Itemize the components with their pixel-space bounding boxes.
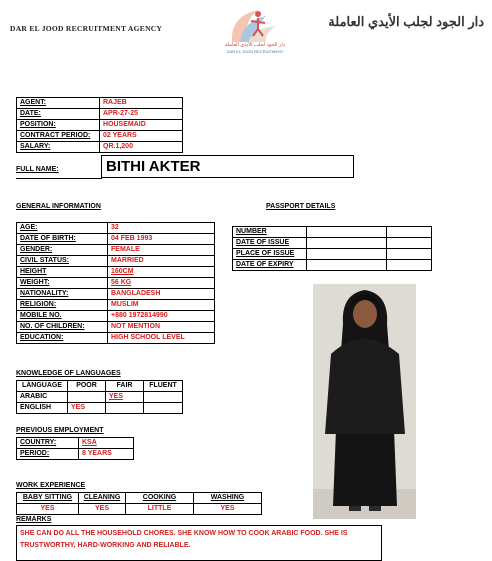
cooking-header: COOKING — [126, 493, 194, 504]
cooking-value: LITTLE — [126, 504, 194, 515]
civil-status-value: MARRIED — [108, 256, 215, 267]
baby-sitting-header: BABY SITTING — [17, 493, 79, 504]
arabic-poor — [68, 392, 106, 403]
table-row — [17, 403, 183, 414]
weight-label: WEIGHT: — [17, 278, 108, 289]
general-information-title: GENERAL INFORMATION — [16, 203, 101, 210]
arabic-fair: YES — [106, 392, 144, 403]
applicant-photo-figure — [313, 284, 416, 519]
table-row — [233, 249, 432, 260]
table-row — [17, 109, 183, 120]
table-row — [17, 311, 215, 322]
gender-value: FEMALE — [108, 245, 215, 256]
dob-label: DATE OF BIRTH: — [17, 234, 108, 245]
religion-value: MUSLIM — [108, 300, 215, 311]
passport-number-value — [307, 227, 387, 238]
arabic-fluent — [144, 392, 183, 403]
nationality-value: BANGLADESH — [108, 289, 215, 300]
table-row — [17, 493, 262, 504]
table-row — [17, 289, 215, 300]
passport-table — [232, 226, 432, 271]
table-row — [17, 300, 215, 311]
education-label: EDUCATION: — [17, 333, 108, 344]
table-row — [17, 256, 215, 267]
age-label: AGE: — [17, 223, 108, 234]
date-of-issue-label: DATE OF ISSUE — [233, 238, 307, 249]
logo-caption-english: DAR EL JOOD RECRUITMENT — [226, 49, 284, 54]
table-row — [17, 131, 183, 142]
english-fluent — [144, 403, 183, 414]
agent-label: AGENT: — [17, 98, 100, 109]
logo-caption-arabic: دار الجود لجلب الأيدي العاملة — [225, 42, 285, 48]
country-value: KSA — [79, 438, 134, 449]
table-row — [17, 449, 134, 460]
table-row — [17, 381, 183, 392]
contract-period-value: 02 YEARS — [100, 131, 183, 142]
table-row — [17, 438, 134, 449]
position-label: POSITION: — [17, 120, 100, 131]
passport-number-extra — [387, 227, 432, 238]
contract-period-label: CONTRACT PERIOD: — [17, 131, 100, 142]
mobile-value: +880 1972814990 — [108, 311, 215, 322]
position-value: HOUSEMAID — [100, 120, 183, 131]
table-row — [17, 278, 215, 289]
language-header: LANGUAGE — [17, 381, 68, 392]
date-of-issue-value — [307, 238, 387, 249]
date-of-issue-extra — [387, 238, 432, 249]
country-label: COUNTRY: — [17, 438, 79, 449]
agency-name-arabic: دار الجود لجلب الأيدي العاملة — [328, 14, 484, 29]
cleaning-header: CLEANING — [79, 493, 126, 504]
date-of-expiry-value — [307, 260, 387, 271]
children-value: NOT MENTION — [108, 322, 215, 333]
table-row — [17, 142, 183, 153]
height-label: HEIGHT — [17, 267, 108, 278]
full-name-label: FULL NAME: — [16, 166, 59, 173]
place-of-issue-label: PLACE OF ISSUE — [233, 249, 307, 260]
language-name: ARABIC — [17, 392, 68, 403]
remarks-title: REMARKS — [16, 516, 52, 523]
place-of-issue-value — [307, 249, 387, 260]
agency-name-english: DAR EL JOOD RECRUITMENT AGENCY — [10, 24, 163, 33]
nationality-label: NATIONALITY: — [17, 289, 108, 300]
religion-label: RELIGION: — [17, 300, 108, 311]
cleaning-value: YES — [79, 504, 126, 515]
weight-value: 56 KG — [108, 278, 215, 289]
table-row — [233, 260, 432, 271]
applicant-photo — [313, 284, 416, 519]
full-name-value: BITHI AKTER — [106, 158, 201, 175]
english-fair — [106, 403, 144, 414]
dob-value: 04 FEB 1993 — [108, 234, 215, 245]
passport-details-title: PASSPORT DETAILS — [266, 203, 336, 210]
period-value: 8 YEARS — [79, 449, 134, 460]
table-row — [17, 120, 183, 131]
languages-table — [16, 380, 183, 414]
baby-sitting-value: YES — [17, 504, 79, 515]
table-row — [17, 504, 262, 515]
table-row — [17, 98, 183, 109]
table-row — [233, 238, 432, 249]
table-row — [17, 333, 215, 344]
passport-number-label: NUMBER — [233, 227, 307, 238]
age-value: 32 — [108, 223, 215, 234]
agent-table — [16, 97, 183, 153]
table-row — [17, 223, 215, 234]
poor-header: POOR — [68, 381, 106, 392]
table-row — [17, 234, 215, 245]
work-experience-title: WORK EXPERIENCE — [16, 482, 86, 489]
employment-table — [16, 437, 134, 460]
full-name-underline — [16, 178, 102, 179]
table-row — [17, 245, 215, 256]
agent-value: RAJEB — [100, 98, 183, 109]
table-row — [17, 322, 215, 333]
place-of-issue-extra — [387, 249, 432, 260]
date-of-expiry-extra — [387, 260, 432, 271]
civil-status-label: CIVIL STATUS: — [17, 256, 108, 267]
salary-label: SALARY: — [17, 142, 100, 153]
table-row — [17, 267, 215, 278]
date-label: DATE: — [17, 109, 100, 120]
date-of-expiry-label: DATE OF EXPIRY — [233, 260, 307, 271]
previous-employment-title: PREVIOUS EMPLOYMENT — [16, 427, 104, 434]
remarks-text: SHE CAN DO ALL THE HOUSEHOLD CHORES. SHE KNOW HOW TO COOK ARABIC FOOD. SHE IS TRUSTWORTHY, HARD-WORKING AND RELIABLE. — [20, 530, 348, 549]
table-row — [233, 227, 432, 238]
mobile-label: MOBILE NO. — [17, 311, 108, 322]
salary-value: QR.1,200 — [100, 142, 183, 153]
washing-value: YES — [194, 504, 262, 515]
height-value: 160CM — [108, 267, 215, 278]
fluent-header: FLUENT — [144, 381, 183, 392]
english-poor: YES — [68, 403, 106, 414]
table-row — [17, 392, 183, 403]
fair-header: FAIR — [106, 381, 144, 392]
education-value: HIGH SCHOOL LEVEL — [108, 333, 215, 344]
languages-title: KNOWLEDGE OF LANGUAGES — [16, 370, 121, 377]
period-label: PERIOD: — [17, 449, 79, 460]
work-experience-table — [16, 492, 262, 515]
general-info-table — [16, 222, 215, 344]
children-label: NO. OF CHILDREN: — [17, 322, 108, 333]
washing-header: WASHING — [194, 493, 262, 504]
language-name: ENGLISH — [17, 403, 68, 414]
gender-label: GENDER: — [17, 245, 108, 256]
date-value: APR-27-25 — [100, 109, 183, 120]
